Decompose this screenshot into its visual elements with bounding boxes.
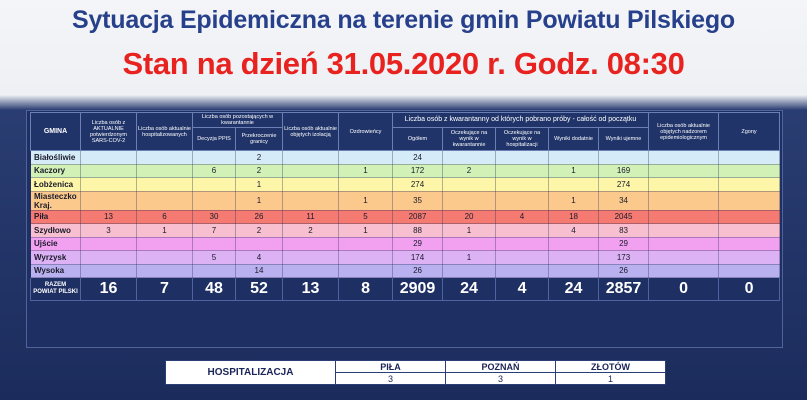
table-cell [137, 164, 193, 178]
table-row [31, 191, 780, 210]
table-cell [283, 151, 339, 165]
table-cell: 2 [443, 164, 496, 178]
table-cell: 35 [393, 191, 443, 210]
status-date: Stan na dzień 31.05.2020 r. Godz. 08:30 [122, 46, 685, 81]
row-gmina-name: Kaczory [31, 164, 81, 178]
total-cell: 24 [443, 278, 496, 301]
row-gmina-name: Białośliwie [31, 151, 81, 165]
table-cell: 2 [283, 224, 339, 238]
epidemic-table [30, 112, 780, 301]
table-cell [649, 210, 719, 224]
table-cell [719, 210, 780, 224]
table-cell: 26 [599, 264, 649, 278]
table-cell: 1 [443, 224, 496, 238]
table-cell [193, 237, 236, 251]
table-cell: 5 [339, 210, 393, 224]
table-cell: 18 [549, 210, 599, 224]
table-cell [549, 237, 599, 251]
table-cell: 274 [393, 178, 443, 192]
total-cell: 2909 [393, 278, 443, 301]
row-gmina-name: Łobżenica [31, 178, 81, 192]
table-cell [719, 251, 780, 265]
table-row [31, 178, 780, 192]
table-cell [443, 237, 496, 251]
table-cell [137, 151, 193, 165]
total-cell: 16 [81, 278, 137, 301]
table-cell: 2087 [393, 210, 443, 224]
table-cell: 1 [443, 251, 496, 265]
hospital-poznan-name: POZNAŃ [446, 361, 556, 373]
header-gmina: GMINA [31, 113, 81, 151]
table-row [31, 251, 780, 265]
table-cell [81, 251, 137, 265]
table-cell [719, 237, 780, 251]
table-row [31, 210, 780, 224]
table-cell [496, 164, 549, 178]
table-cell: 13 [81, 210, 137, 224]
table-cell [649, 178, 719, 192]
table-cell: 83 [599, 224, 649, 238]
header-awaiting-quarantine: Oczekujące na wynik w kwarantannie [443, 128, 496, 151]
header-recovered: Ozdrowieńcy [339, 113, 393, 151]
row-gmina-name: Wyrzysk [31, 251, 81, 265]
table-cell [549, 251, 599, 265]
table-cell [339, 151, 393, 165]
table-cell [649, 264, 719, 278]
table-cell [81, 264, 137, 278]
header-confirmed: Liczba osób z AKTUALNIE potwierdzonym SARS-COV-2 [81, 113, 137, 151]
total-cell: 52 [236, 278, 283, 301]
table-cell [496, 224, 549, 238]
hospital-poznan-value: 3 [446, 373, 556, 385]
table-cell [719, 224, 780, 238]
table-cell [283, 251, 339, 265]
row-gmina-name: Szydłowo [31, 224, 81, 238]
table-cell: 6 [193, 164, 236, 178]
hospitalization-table [165, 360, 666, 385]
total-cell: 48 [193, 278, 236, 301]
total-label-line1: RAZEM [44, 282, 67, 288]
table-cell [193, 191, 236, 210]
table-cell: 1 [236, 178, 283, 192]
table-cell [649, 224, 719, 238]
table-cell [283, 178, 339, 192]
table-cell [283, 264, 339, 278]
table-cell: 2 [236, 151, 283, 165]
header-samples-group: Liczba osób z kwarantanny od których pobrano próby - całość od początku [393, 113, 649, 128]
total-row [31, 278, 780, 301]
header-hospitalized: Liczba osób aktualnie hospitalizowanych [137, 113, 193, 151]
table-cell: 26 [393, 264, 443, 278]
table-cell: 173 [599, 251, 649, 265]
table-cell: 3 [81, 224, 137, 238]
table-cell [496, 264, 549, 278]
table-cell: 274 [599, 178, 649, 192]
hospital-zlotow-name: ZŁOTÓW [556, 361, 666, 373]
table-cell [549, 264, 599, 278]
table-cell: 1 [339, 164, 393, 178]
table-cell: 172 [393, 164, 443, 178]
table-row [31, 224, 780, 238]
table-cell: 6 [137, 210, 193, 224]
table-cell [137, 264, 193, 278]
table-cell [649, 151, 719, 165]
hospital-pila-name: PIŁA [336, 361, 446, 373]
header-border-crossing: Przekroczenie granicy [236, 128, 283, 151]
table-cell [283, 164, 339, 178]
row-gmina-name: Wysoka [31, 264, 81, 278]
table-cell [193, 178, 236, 192]
table-cell: 30 [193, 210, 236, 224]
table-cell [496, 151, 549, 165]
table-cell [339, 251, 393, 265]
table-cell [339, 178, 393, 192]
table-cell [443, 191, 496, 210]
table-cell: 2045 [599, 210, 649, 224]
table-cell: 14 [236, 264, 283, 278]
table-cell [719, 178, 780, 192]
table-cell: 7 [193, 224, 236, 238]
table-cell: 1 [137, 224, 193, 238]
table-cell: 169 [599, 164, 649, 178]
table-cell [549, 151, 599, 165]
table-cell: 1 [236, 191, 283, 210]
table-cell [649, 251, 719, 265]
table-cell [339, 237, 393, 251]
table-cell [719, 264, 780, 278]
table-cell [496, 178, 549, 192]
table-cell: 2 [236, 164, 283, 178]
table-cell [81, 178, 137, 192]
table-cell [599, 151, 649, 165]
table-cell [193, 151, 236, 165]
table-cell [283, 237, 339, 251]
table-cell: 88 [393, 224, 443, 238]
total-cell: 0 [649, 278, 719, 301]
table-cell: 4 [236, 251, 283, 265]
table-cell: 5 [193, 251, 236, 265]
table-cell: 4 [496, 210, 549, 224]
table-cell [137, 191, 193, 210]
table-cell [496, 191, 549, 210]
table-cell: 1 [339, 224, 393, 238]
table-cell [549, 178, 599, 192]
total-cell: 13 [283, 278, 339, 301]
table-cell: 1 [549, 164, 599, 178]
table-row [31, 237, 780, 251]
table-cell [443, 151, 496, 165]
table-cell: 29 [393, 237, 443, 251]
table-cell [443, 178, 496, 192]
table-cell: 29 [599, 237, 649, 251]
table-cell [496, 237, 549, 251]
table-row [31, 151, 780, 165]
total-cell: 2857 [599, 278, 649, 301]
table-row [31, 164, 780, 178]
table-cell [137, 178, 193, 192]
table-cell [719, 151, 780, 165]
header-positive: Wyniki dodatnie [549, 128, 599, 151]
table-cell [649, 164, 719, 178]
table-cell [283, 191, 339, 210]
header-surveillance: Liczba osób aktualnie objętych nadzorem epidemiologicznym [649, 113, 719, 151]
table-cell [81, 237, 137, 251]
table-body [31, 151, 780, 278]
total-cell: 7 [137, 278, 193, 301]
header-negative: Wyniki ujemne [599, 128, 649, 151]
table-cell: 4 [549, 224, 599, 238]
table-cell [339, 264, 393, 278]
table-cell [496, 251, 549, 265]
hospital-pila-value: 3 [336, 373, 446, 385]
table-cell [443, 264, 496, 278]
total-cell: 8 [339, 278, 393, 301]
table-cell: 11 [283, 210, 339, 224]
table-cell [193, 264, 236, 278]
table-cell: 26 [236, 210, 283, 224]
hospital-zlotow-value: 1 [556, 373, 666, 385]
header-isolation: Liczba osób aktualnie objętych izolacją [283, 113, 339, 151]
total-cell: 24 [549, 278, 599, 301]
table-cell: 1 [549, 191, 599, 210]
row-gmina-name: Miasteczko Kraj. [31, 191, 81, 210]
row-gmina-name: Piła [31, 210, 81, 224]
table-cell [719, 164, 780, 178]
header-deaths: Zgony [719, 113, 780, 151]
table-cell: 1 [339, 191, 393, 210]
total-cell: 0 [719, 278, 780, 301]
table-cell [236, 237, 283, 251]
table-cell [81, 164, 137, 178]
table-cell [649, 191, 719, 210]
table-cell [81, 151, 137, 165]
table-cell [137, 237, 193, 251]
table-cell: 174 [393, 251, 443, 265]
table-cell: 20 [443, 210, 496, 224]
table-cell [719, 191, 780, 210]
header-ppis-decision: Decyzja PPIS [193, 128, 236, 151]
total-cell: 4 [496, 278, 549, 301]
table-cell: 34 [599, 191, 649, 210]
table-cell [81, 191, 137, 210]
table-cell [649, 237, 719, 251]
total-label [31, 278, 81, 301]
table-cell: 2 [236, 224, 283, 238]
header-awaiting-hospital: Oczekujące na wynik w hospitalizacji [496, 128, 549, 151]
table-row [31, 264, 780, 278]
page-title: Sytuacja Epidemiczna na terenie gmin Powiatu Pilskiego [71, 6, 735, 34]
header-quarantine-group: Liczba osób pozostających w kwarantannie [193, 113, 283, 128]
table-cell: 24 [393, 151, 443, 165]
hospitalization-label: HOSPITALIZACJA [166, 361, 336, 385]
header-total-samples: Ogółem [393, 128, 443, 151]
table-cell [137, 251, 193, 265]
total-label-line2: POWIAT PILSKI [33, 289, 78, 295]
row-gmina-name: Ujście [31, 237, 81, 251]
